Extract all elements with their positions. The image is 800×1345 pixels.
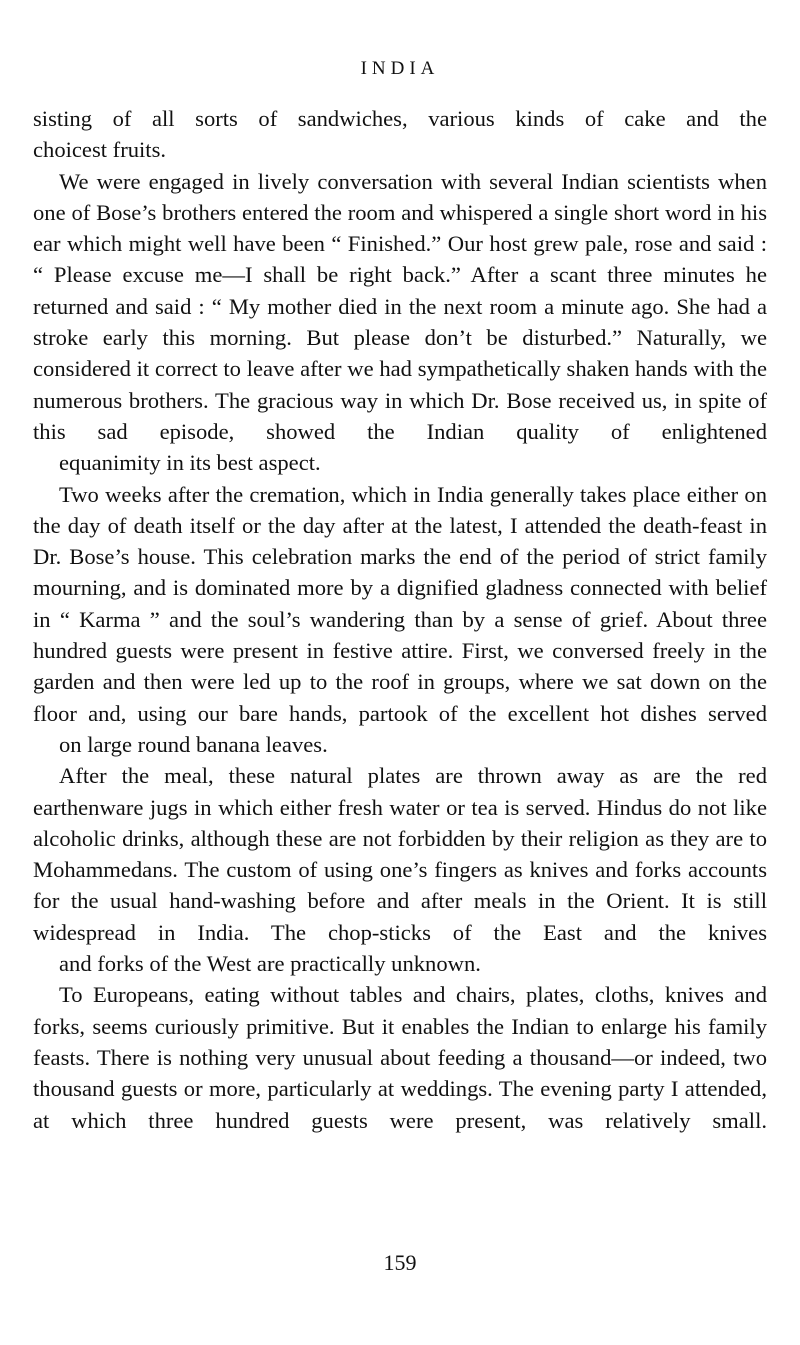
paragraph-3-end: on large round banana leaves.: [59, 731, 328, 757]
paragraph-4: [33, 760, 767, 979]
paragraph-2: [33, 166, 767, 479]
paragraph-2-end: equanimity in its best aspect.: [59, 450, 321, 476]
paragraph-4-body: After the meal, these natural plates are thrown away as are the red earthenware jugs in which either fresh water or tea is served. Hindus do not like alcoholic drinks, although these are not forbidden by their religion as they are to Mohammedans. The custom of using one’s fingers as knives and forks accounts for the usual hand-washing before and after meals in the Orient. It is still widespread in India. The chop-sticks of the East and the knives: [33, 763, 767, 945]
paragraph-2-body: We were engaged in lively conversation with several Indian scientists when one of Bose’s brothers entered the room and whispered a single short word in his ear which might well have been “ Finished.” Our host grew pale, rose and said : “ Please excuse me—I shall be right back.” After a scant three minutes he returned and said : “ My mother died in the next room a minute ago. She had a stroke early this morning. But please don’t be disturbed.” Naturally, we considered it correct to leave after we had sympathetically shaken hands with the numerous brothers. The gracious way in which Dr. Bose received us, in spite of this sad episode, showed the Indian quality of enlightened: [33, 168, 767, 444]
paragraph-1-body: sisting of all sorts of sandwiches, various kinds of cake and the: [33, 106, 767, 131]
paragraph-3-body: Two weeks after the cremation, which in India generally takes place either on the day of death itself or the day after at the latest, I attended the death-feast in Dr. Bose’s house. This celebration marks the end of the period of strict family mourning, and is dominated more by a dignified gladness connected with belief in “ Karma ” and the soul’s wandering than by a sense of grief. About three hundred guests were present in festive attire. First, we conversed freely in the garden and then were led up to the roof in groups, where we sat down on the floor and, using our bare hands, partook of the excellent hot dishes served: [33, 481, 767, 726]
paragraph-1-end: choicest fruits.: [33, 137, 167, 163]
paragraph-5-body: To Europeans, eating without tables and chairs, plates, cloths, knives and forks, seems curiously primitive. But it enables the Indian to enlarge his family feasts. There is nothing very unusual about feeding a thousand—or indeed, two thousand guests or more, particularly at weddings. The evening party I attended, at which three hundred guests were present, was relatively small.: [33, 982, 767, 1133]
paragraph-5: [33, 979, 767, 1135]
running-head: INDIA: [360, 58, 440, 79]
page-number: 159: [383, 1250, 417, 1275]
paragraph-3: [33, 479, 767, 761]
body-text: [33, 103, 767, 1136]
paragraph-4-end: and forks of the West are practically unknown.: [59, 951, 481, 977]
paragraph-1: [33, 103, 767, 166]
